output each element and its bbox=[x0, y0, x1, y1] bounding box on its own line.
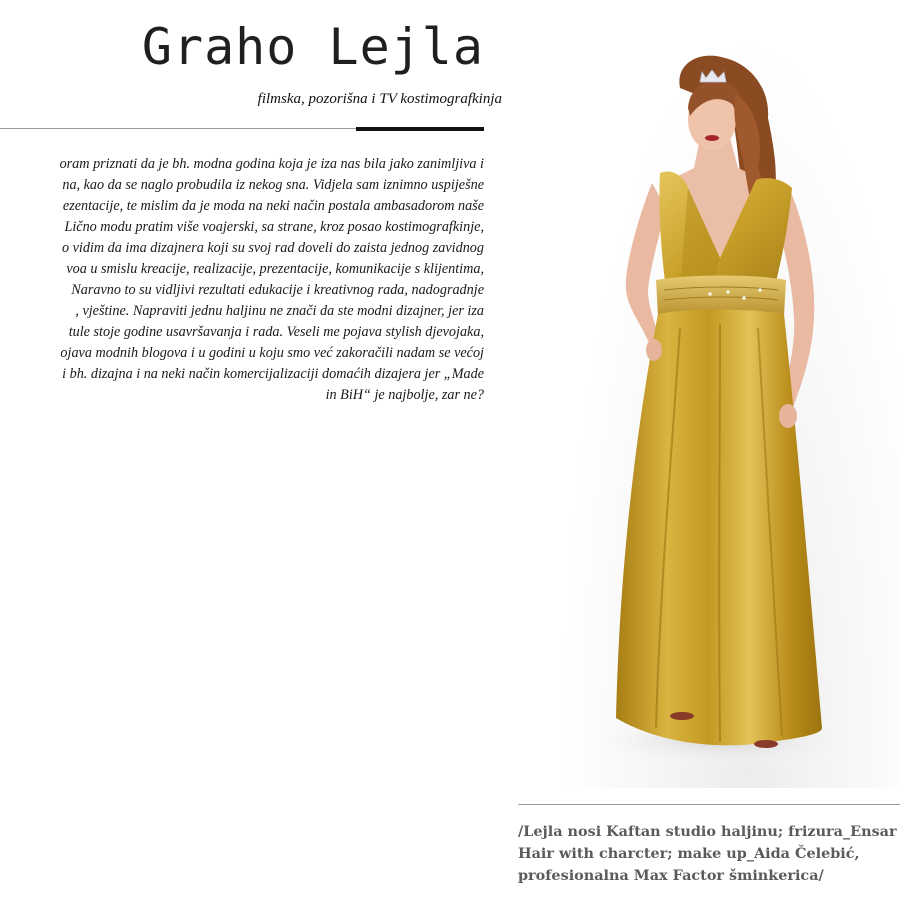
article-subtitle: filmska, pozorišna i TV kostimografkinja bbox=[257, 91, 502, 107]
caption-line: Hair with charcter; make up_Aida Čelebić, bbox=[518, 845, 860, 862]
body-line: oram priznati da je bh. modna godina koja je iza nas bila jako zanimljiva i bbox=[59, 156, 484, 172]
photo-caption bbox=[518, 821, 900, 887]
woman-in-gold-gown-illustration bbox=[560, 28, 900, 788]
header-accent-bar bbox=[356, 127, 484, 131]
body-line: , vještine. Napraviti jednu haljinu ne znači da ste modni dizajner, jer iza bbox=[75, 303, 484, 319]
body-line: tule stoje godine usavršavanja i rada. Veseli me pojava stylish djevojaka, bbox=[68, 324, 484, 340]
caption-line: profesionalna Max Factor šminkerica/ bbox=[518, 867, 824, 884]
article-body bbox=[0, 154, 484, 406]
body-line: i bh. dizajna i na neki način komercijalizaciji domaćih dizajera jer „Made bbox=[62, 366, 484, 382]
body-line: Lično modu pratim više voajerski, sa strane, kroz posao kostimografkinje, bbox=[64, 219, 484, 235]
body-line: na, kao da se naglo probudila iz nekog sna. Vidjela sam iznimno uspiješne bbox=[62, 177, 484, 193]
caption-divider bbox=[518, 804, 900, 805]
article-title: Graho Lejla bbox=[141, 18, 484, 76]
caption-line: /Lejla nosi Kaftan studio haljinu; frizura_Ensar bbox=[518, 823, 897, 840]
body-line: Naravno to su vidljivi rezultati edukacije i kreativnog rada, nadogradnje bbox=[71, 282, 484, 298]
body-line: voa u smislu kreacije, realizacije, prezentacije, komunikacije s klijentima, bbox=[66, 261, 484, 277]
portrait-photo bbox=[560, 28, 900, 788]
body-line: ezentacije, te mislim da je moda na neki način postala ambasadorom naše bbox=[62, 198, 484, 214]
body-line: ojava modnih blogova i u godini u koju smo već zakoračili nadam se većoj bbox=[60, 345, 484, 361]
body-line: in BiH“ je najbolje, zar ne? bbox=[325, 387, 484, 403]
body-line: o vidim da ima dizajnera koji su svoj rad doveli do zaista jednog zavidnog bbox=[61, 240, 484, 256]
